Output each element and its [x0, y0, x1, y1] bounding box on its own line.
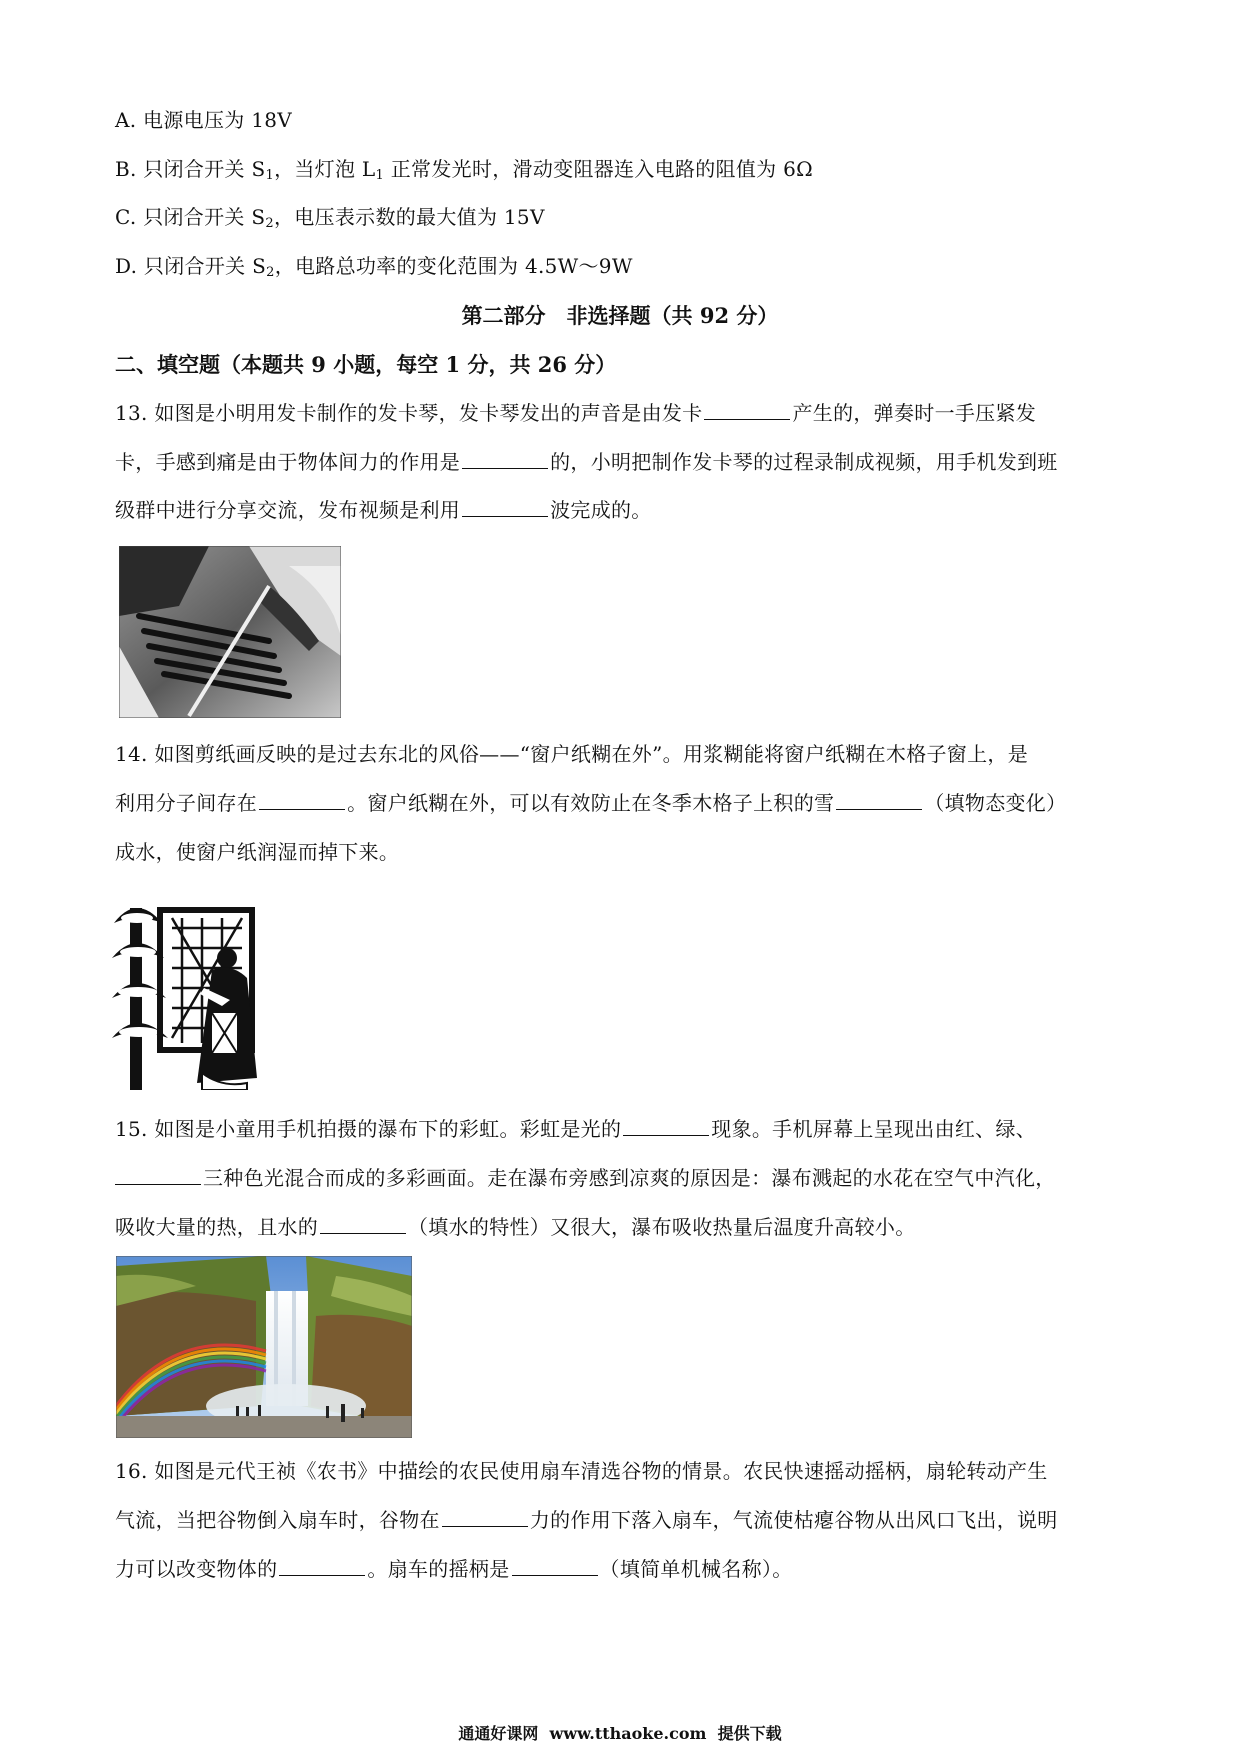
answer-blank[interactable] [704, 399, 790, 420]
q13-line-2 [115, 448, 1058, 476]
q16-text: （填简单机械名称）。 [599, 1557, 793, 1581]
q14-text: 14. 如图剪纸画反映的是过去东北的风俗——“窗户纸糊在外”。用浆糊能将窗户纸糊在木格子窗上，是 [115, 742, 1029, 766]
q14-text: 利用分子间存在 [115, 791, 258, 815]
q16-text: 。扇车的摇柄是 [367, 1557, 510, 1581]
q15-text: （填水的特性）又很大，瀑布吸收热量后温度升高较小。 [408, 1215, 916, 1239]
q16-line-3 [115, 1555, 793, 1583]
q13-text: 卡，手感到痛是由于物体间力的作用是 [115, 450, 461, 474]
q14-line-3 [115, 838, 399, 866]
q13-line-1 [115, 399, 1036, 427]
option-c-text: C. 只闭合开关 S [115, 205, 266, 229]
q16-text: 力可以改变物体的 [115, 1557, 278, 1581]
option-d-subscript: 2 [266, 265, 275, 280]
answer-blank[interactable] [115, 1164, 201, 1185]
option-b-text-mid: ，当灯泡 L [274, 157, 376, 181]
answer-blank[interactable] [462, 448, 548, 469]
option-d [115, 252, 633, 280]
q16-text: 气流，当把谷物倒入扇车时，谷物在 [115, 1508, 440, 1532]
q15-text: 吸收大量的热，且水的 [115, 1215, 318, 1239]
q13-text: 级群中进行分享交流，发布视频是利用 [115, 498, 461, 522]
q14-text: （填物态变化） [924, 791, 1067, 815]
option-b-subscript: 1 [265, 168, 275, 183]
answer-blank[interactable] [320, 1213, 406, 1234]
q15-line-3 [115, 1213, 916, 1241]
q15-line-2 [115, 1164, 1056, 1192]
q16-line-1 [115, 1457, 1048, 1485]
option-b [115, 155, 813, 183]
q14-text: 。窗户纸糊在外，可以有效防止在冬季木格子上积的雪 [347, 791, 835, 815]
q14-line-2 [115, 789, 1066, 817]
q15-text: 15. 如图是小童用手机拍摄的瀑布下的彩虹。彩虹是光的 [115, 1117, 622, 1141]
answer-blank[interactable] [512, 1555, 598, 1576]
q13-text: 的，小明把制作发卡琴的过程录制成视频，用手机发到班 [550, 450, 1058, 474]
waterfall-rainbow-photo [116, 1256, 412, 1438]
q13-line-3 [115, 496, 652, 524]
q15-text: 三种色光混合而成的多彩画面。走在瀑布旁感到凉爽的原因是：瀑布溅起的水花在空气中汽化， [203, 1166, 1056, 1190]
q16-line-2 [115, 1506, 1058, 1534]
option-d-text-end: ，电路总功率的变化范围为 4.5W～9W [274, 254, 633, 278]
part-title: 第二部分 非选择题（共 92 分） [461, 303, 779, 328]
answer-blank[interactable] [259, 789, 345, 810]
page-footer: 通通好课网 www.tthaoke.com 提供下载 [458, 1724, 782, 1743]
answer-blank[interactable] [623, 1115, 709, 1136]
option-b-text: B. 只闭合开关 S [115, 157, 266, 181]
q13-text: 产生的，弹奏时一手压紧发 [792, 401, 1037, 425]
paper-cut-window-image [112, 888, 262, 1090]
option-b-text-end: 正常发光时，滑动变阻器连入电路的阻值为 6Ω [384, 157, 814, 181]
answer-blank[interactable] [279, 1555, 365, 1576]
option-a [115, 106, 292, 134]
option-d-text: D. 只闭合开关 S [115, 254, 267, 278]
answer-blank[interactable] [836, 789, 922, 810]
option-c-text-end: ，电压表示数的最大值为 15V [273, 205, 545, 229]
q16-text: 力的作用下落入扇车，气流使枯瘪谷物从出风口飞出，说明 [529, 1508, 1058, 1532]
section-title: 二、填空题（本题共 9 小题，每空 1 分，共 26 分） [115, 352, 617, 377]
q15-line-1 [115, 1115, 1036, 1143]
q14-line-1 [115, 740, 1028, 768]
q15-text: 现象。手机屏幕上呈现出由红、绿、 [711, 1117, 1037, 1141]
option-b-subscript-2: 1 [375, 168, 385, 183]
q14-text: 成水，使窗户纸润湿而掉下来。 [115, 840, 400, 864]
answer-blank[interactable] [462, 496, 548, 517]
hairpin-harp-photo [119, 546, 341, 718]
q13-text: 波完成的。 [550, 498, 652, 522]
q13-text: 13. 如图是小明用发卡制作的发卡琴，发卡琴发出的声音是由发卡 [115, 401, 703, 425]
option-c-subscript: 2 [265, 216, 274, 231]
option-a-text: A. 电源电压为 18V [115, 108, 293, 132]
option-c [115, 203, 545, 231]
answer-blank[interactable] [442, 1506, 528, 1527]
q16-text: 16. 如图是元代王祯《农书》中描绘的农民使用扇车清选谷物的情景。农民快速摇动摇柄，扇轮转动产生 [115, 1459, 1048, 1483]
